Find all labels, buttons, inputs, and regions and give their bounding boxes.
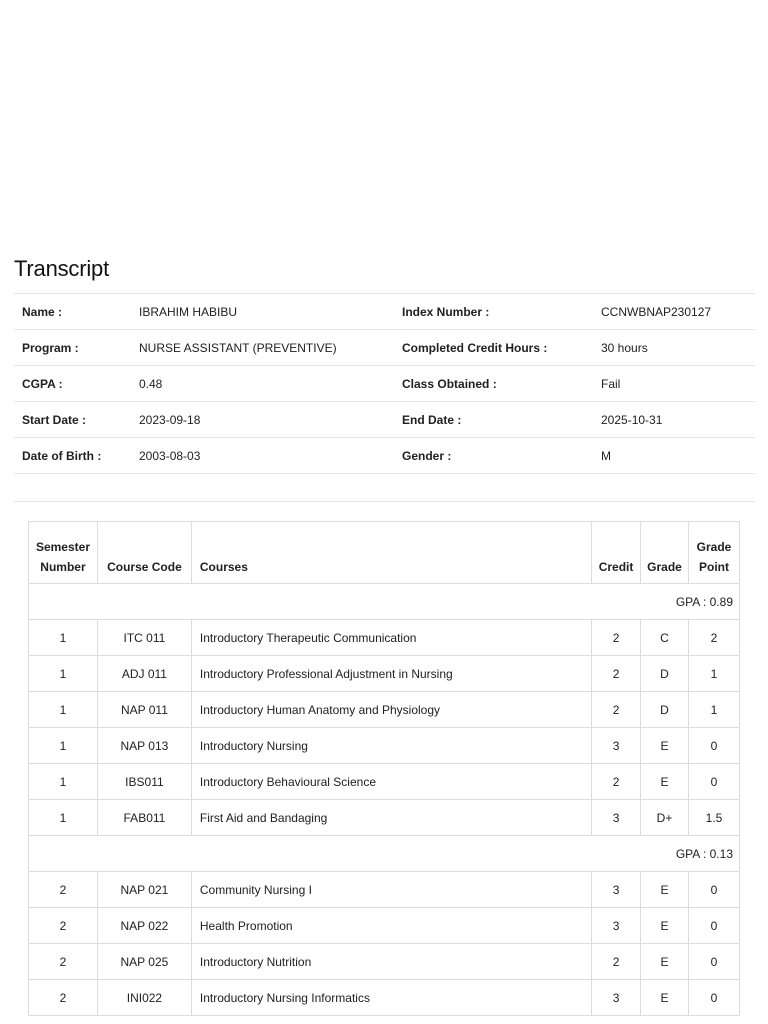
end-date-label: End Date : <box>394 402 593 438</box>
semester-cell: 1 <box>29 656 98 692</box>
semester-gpa: GPA : 0.13 <box>29 836 740 872</box>
dob-value: 2003-08-03 <box>131 438 394 474</box>
course-code-cell: NAP 013 <box>97 728 191 764</box>
class-obtained-value: Fail <box>593 366 755 402</box>
courses-header: Courses <box>191 522 591 584</box>
grade-point-cell: 2 <box>689 620 740 656</box>
course-name-cell: Introductory Behavioural Science <box>191 764 591 800</box>
semester-header-line2: Number <box>40 560 86 574</box>
course-name-cell: Introductory Nursing Informatics <box>191 980 591 1016</box>
credit-cell: 2 <box>592 944 641 980</box>
table-row <box>29 980 740 1016</box>
cgpa-value: 0.48 <box>131 366 394 402</box>
course-code-cell: INI022 <box>97 980 191 1016</box>
grade-point-cell: 1 <box>689 692 740 728</box>
credit-cell: 3 <box>592 728 641 764</box>
grade-cell: E <box>641 872 689 908</box>
credit-header: Credit <box>592 522 641 584</box>
grade-point-cell: 0 <box>689 944 740 980</box>
table-row <box>29 656 740 692</box>
course-code-cell: FAB011 <box>97 800 191 836</box>
table-row <box>29 764 740 800</box>
grade-point-header-line1: Grade <box>696 540 732 554</box>
semester-cell: 2 <box>29 944 98 980</box>
student-info-table <box>14 293 755 474</box>
course-name-cell: Health Promotion <box>191 908 591 944</box>
semester-cell: 1 <box>29 728 98 764</box>
table-row <box>29 620 740 656</box>
grade-cell: D <box>641 656 689 692</box>
dob-label: Date of Birth : <box>14 438 131 474</box>
course-code-cell: NAP 011 <box>97 692 191 728</box>
grade-point-cell: 0 <box>689 908 740 944</box>
course-code-cell: NAP 022 <box>97 908 191 944</box>
cgpa-label: CGPA : <box>14 366 131 402</box>
grade-point-cell: 0 <box>689 728 740 764</box>
semester-cell: 1 <box>29 692 98 728</box>
index-number-value: CCNWBNAP230127 <box>593 294 755 330</box>
semester-cell: 1 <box>29 800 98 836</box>
credit-cell: 2 <box>592 620 641 656</box>
grade-point-cell: 0 <box>689 980 740 1016</box>
course-name-cell: Introductory Therapeutic Communication <box>191 620 591 656</box>
name-value: IBRAHIM HABIBU <box>131 294 394 330</box>
grade-cell: E <box>641 728 689 764</box>
section-divider <box>14 501 755 502</box>
course-name-cell: First Aid and Bandaging <box>191 800 591 836</box>
gpa-row <box>29 836 740 872</box>
course-code-cell: NAP 025 <box>97 944 191 980</box>
table-row <box>29 944 740 980</box>
semester-cell: 1 <box>29 764 98 800</box>
course-name-cell: Community Nursing I <box>191 872 591 908</box>
info-row-birth <box>14 438 755 474</box>
credit-cell: 3 <box>592 872 641 908</box>
course-code-cell: ADJ 011 <box>97 656 191 692</box>
end-date-value: 2025-10-31 <box>593 402 755 438</box>
semester-cell: 2 <box>29 908 98 944</box>
credit-hours-label: Completed Credit Hours : <box>394 330 593 366</box>
table-row <box>29 800 740 836</box>
credit-cell: 2 <box>592 656 641 692</box>
grade-cell: C <box>641 620 689 656</box>
credit-cell: 2 <box>592 764 641 800</box>
index-number-label: Index Number : <box>394 294 593 330</box>
grade-cell: D+ <box>641 800 689 836</box>
grade-cell: E <box>641 764 689 800</box>
gpa-row <box>29 584 740 620</box>
grades-header-row <box>29 522 740 584</box>
table-row <box>29 728 740 764</box>
class-obtained-label: Class Obtained : <box>394 366 593 402</box>
grade-cell: E <box>641 944 689 980</box>
grade-point-cell: 1.5 <box>689 800 740 836</box>
grade-point-header <box>689 522 740 584</box>
table-row <box>29 908 740 944</box>
credit-cell: 2 <box>592 692 641 728</box>
table-row <box>29 692 740 728</box>
grade-point-cell: 0 <box>689 764 740 800</box>
semester-number-header <box>29 522 98 584</box>
start-date-label: Start Date : <box>14 402 131 438</box>
credit-cell: 3 <box>592 800 641 836</box>
table-row <box>29 872 740 908</box>
info-row-program <box>14 330 755 366</box>
course-code-cell: ITC 011 <box>97 620 191 656</box>
course-name-cell: Introductory Human Anatomy and Physiology <box>191 692 591 728</box>
info-row-dates <box>14 402 755 438</box>
semester-cell: 2 <box>29 872 98 908</box>
course-name-cell: Introductory Nursing <box>191 728 591 764</box>
info-row-cgpa <box>14 366 755 402</box>
grade-point-cell: 1 <box>689 656 740 692</box>
grade-cell: D <box>641 692 689 728</box>
grade-header: Grade <box>641 522 689 584</box>
program-label: Program : <box>14 330 131 366</box>
course-code-cell: NAP 021 <box>97 872 191 908</box>
course-name-cell: Introductory Professional Adjustment in Nursing <box>191 656 591 692</box>
credit-cell: 3 <box>592 980 641 1016</box>
gender-value: M <box>593 438 755 474</box>
semester-header-line1: Semester <box>35 540 90 554</box>
course-code-cell: IBS011 <box>97 764 191 800</box>
course-name-cell: Introductory Nutrition <box>191 944 591 980</box>
grade-cell: E <box>641 980 689 1016</box>
info-row-name <box>14 294 755 330</box>
gender-label: Gender : <box>394 438 593 474</box>
grades-table <box>28 521 740 1016</box>
page-title: Transcript <box>14 256 109 281</box>
course-code-header: Course Code <box>97 522 191 584</box>
credit-hours-value: 30 hours <box>593 330 755 366</box>
start-date-value: 2023-09-18 <box>131 402 394 438</box>
semester-cell: 1 <box>29 620 98 656</box>
grade-point-cell: 0 <box>689 872 740 908</box>
semester-cell: 2 <box>29 980 98 1016</box>
name-label: Name : <box>14 294 131 330</box>
grade-point-header-line2: Point <box>699 560 729 574</box>
semester-gpa: GPA : 0.89 <box>29 584 740 620</box>
program-value: NURSE ASSISTANT (PREVENTIVE) <box>131 330 394 366</box>
grade-cell: E <box>641 908 689 944</box>
credit-cell: 3 <box>592 908 641 944</box>
